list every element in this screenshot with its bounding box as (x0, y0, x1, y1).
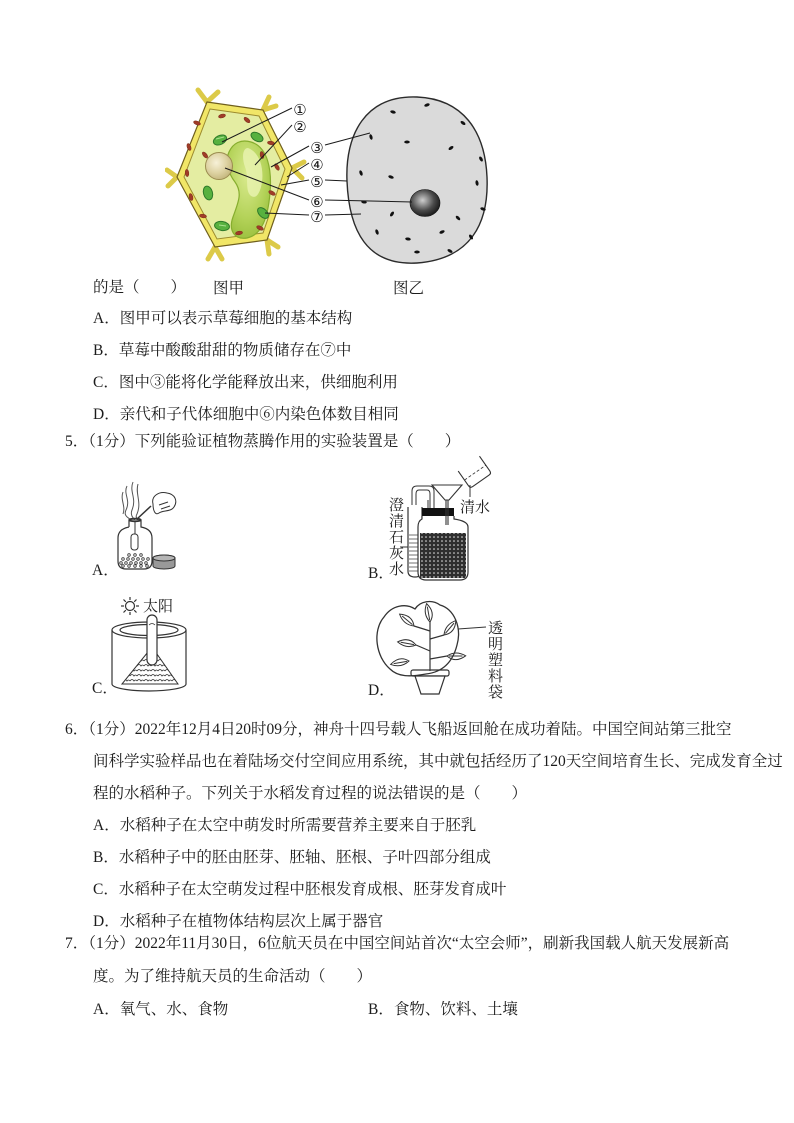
connecting-tube (412, 486, 434, 508)
figure-caption-left: 图甲 (213, 280, 245, 297)
cell-diagram-figure (165, 85, 495, 273)
jar-lid (153, 555, 175, 569)
callout-6: ⑥ (310, 195, 324, 211)
callout-7: ⑦ (310, 210, 324, 226)
q7-stem-line-1: 7．（1分）2022年11月30日，6位航天员在中国空间站首次“太空会师”，刷新我国载人航天发展新高 (65, 935, 730, 952)
plant-cell-illustration (167, 90, 307, 259)
rubber-stopper (422, 508, 454, 516)
q5-device-a-label: A． (92, 562, 119, 579)
q6-option-b: B．水稻种子中的胚由胚芽、胚轴、胚根、子叶四部分组成 (93, 849, 491, 866)
q5-device-c (88, 592, 210, 706)
q4-option-a: A．图甲可以表示草莓细胞的基本结构 (93, 310, 353, 327)
limewater-label: 澄清石灰水 (387, 497, 403, 577)
seeds-in-jar (120, 554, 150, 568)
q7-option-a: A．氧气、水、食物 (93, 1001, 229, 1018)
q4-option-d: D．亲代和子代体细胞中⑥内染色体数目相同 (93, 406, 399, 423)
plastic-bag-outline (377, 602, 459, 676)
q6-stem-line-2: 间科学实验样品也在着陆场交付空间应用系统，其中就包括经历了120天空间培育生长、完成发育全过 (93, 753, 783, 770)
plastic-bag-label: 透明塑料袋 (486, 620, 502, 700)
q6-stem-line-1: 6．（1分）2022年12月4日20时09分，神舟十四号载人飞船返回舱在成功着陆。中国空间站第三批空 (65, 721, 732, 738)
callout-5: ⑤ (310, 175, 324, 191)
burning-splint (137, 506, 151, 519)
callout-4: ④ (310, 158, 324, 174)
sun-icon (121, 597, 139, 615)
bag-pointer-line (458, 627, 486, 629)
q5-device-a (85, 458, 210, 579)
q4-option-b: B．草莓中酸酸甜甜的物质储存在⑦中 (93, 342, 352, 359)
q5-stem: 5．（1分）下列能验证植物蒸腾作用的实验装置是（ ） (65, 433, 461, 450)
q7-stem-line-2: 度。为了维持航天员的生命活动（ ） (93, 968, 373, 985)
q5-device-b-label: B． (368, 565, 394, 582)
callout-2: ② (293, 120, 307, 136)
figure-caption-right: 图乙 (393, 280, 425, 297)
candle-in-jar (131, 534, 138, 550)
pouring-beaker (458, 456, 491, 488)
q4-stem-fragment: 的是（ ） (93, 279, 187, 296)
sun-label: 太阳 (143, 599, 174, 615)
smoke-lines (122, 482, 139, 520)
q7-option-b: B．食物、饮料、土壤 (368, 1001, 518, 1018)
q6-option-a: A．水稻种子在太空中萌发时所需要营养主要来自于胚乳 (93, 817, 477, 834)
q6-option-c: C．水稻种子在太空萌发过程中胚根发育成根、胚芽发育成叶 (93, 881, 507, 898)
callout-3: ③ (310, 141, 324, 157)
q5-device-d-label: D． (368, 682, 395, 699)
q5-device-b (360, 455, 518, 587)
q6-stem-line-3: 程的水稻种子。下列关于水稻发育过程的说法错误的是（ ） (93, 785, 528, 802)
plant-stem-and-leaves (414, 621, 447, 671)
q5-device-d (360, 595, 520, 705)
thermometer (147, 615, 157, 665)
jar-splint-illustration (85, 458, 210, 574)
q4-option-c: C．图中③能将化学能释放出来，供细胞利用 (93, 374, 398, 391)
hand-illustration (153, 493, 176, 514)
q6-option-d: D．水稻种子在植物体结构层次上属于器官 (93, 913, 384, 930)
q5-device-c-label: C． (92, 680, 118, 697)
callout-1: ① (293, 103, 307, 119)
animal-cell-illustration (347, 97, 487, 263)
water-label: 清水 (460, 500, 491, 516)
